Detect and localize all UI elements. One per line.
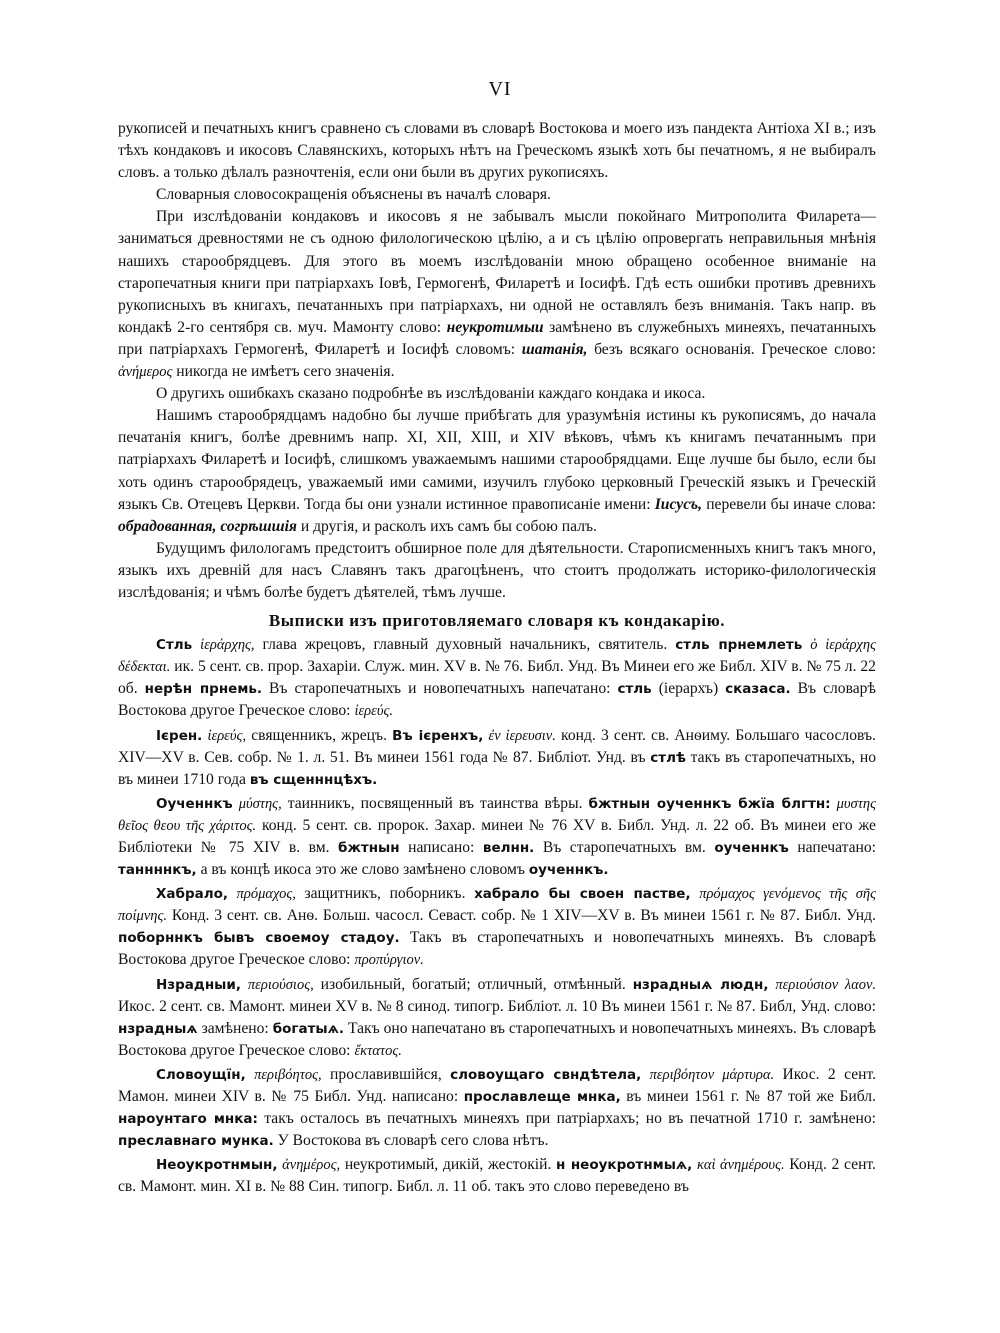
text: При изслѣдованіи кондаковъ и икосовъ я не забывалъ мысли покойнаго Митрополита Филарета—заниматься древностями не съ одною филологическою цѣлію, а и съ цѣлію опровергать неправильныя мнѣнія нашихъ старообрядцевъ. Для этого въ моемъ изслѣдованіи мною обращено особенное вниманіе на старопечатныя книги при патріархахъ Іовѣ, Гермогенѣ, Филаретѣ и Іосифѣ. Гдѣ есть ошибки противъ древнихъ рукописныхъ въ книгахъ, печатанныхъ при патріархахъ, ни одной не оставлялъ безъ вниманія. Такъ напр. въ кондакѣ 2-го сентября св. муч. Мамонту слово: xyxy=(118,208,876,336)
text: замѣнено: xyxy=(201,1019,269,1037)
text: таинникъ, посвященный въ таинства вѣры. xyxy=(287,794,583,812)
text: глава жрецовъ, главный духовный начальникъ, святитель. xyxy=(262,636,668,654)
greek-word: καὶ ἀνημέρους. xyxy=(696,1157,785,1174)
slavonic-quote: нзрадныѧ людн, xyxy=(632,976,769,993)
slavonic-quote: велнн. xyxy=(482,840,535,856)
slavonic-quote: стлѣ xyxy=(650,749,686,766)
text: безъ всякаго основанія. Греческое слово: xyxy=(594,340,876,358)
emphasized-word: согрѣшшія xyxy=(220,517,297,535)
paragraph-4: О другихъ ошибкахъ сказано подробнѣе въ изслѣдованіи каждаго кондака и икоса. xyxy=(156,385,706,403)
text: замѣнено въ служебныхъ минеяхъ, печатанныхъ при патріархахъ Гермогенѣ, Филаретѣ и Іосифѣ словомъ: xyxy=(118,318,876,358)
paragraph-2: Словарныя словосокращенія объяснены въ началѣ словаря. xyxy=(156,186,551,204)
dictionary-entry xyxy=(118,725,876,791)
slavonic-quote: прославлеще мнка, xyxy=(463,1089,621,1106)
slavonic-quote: богатыѧ. xyxy=(272,1020,344,1037)
text: въ минеи 1561 г. № 87 той же Библ. xyxy=(626,1088,876,1106)
greek-word: ἱερεύς. xyxy=(354,703,394,720)
page-body xyxy=(118,118,876,1199)
slavonic-quote: стль прнемлеть xyxy=(675,637,803,654)
text: изобильный, богатый; отличный, отмѣнный. xyxy=(320,975,626,993)
slavonic-quote: таннннкъ, xyxy=(118,862,197,879)
paragraph-1: рукописей и печатныхъ книгъ сравнено съ словами въ словарѣ Востокова и моего изъ пандекта Антіоха XI в.; изъ тѣхъ кондаковъ и икосовъ Славянскихъ, которыхъ нѣтъ на Греческомъ языкѣ хоть бы печатномъ, я не выбиралъ словъ. а только дѣлалъ разночтенія, если они были въ других рукописяхъ. xyxy=(118,120,876,182)
headword: Стль xyxy=(156,637,193,654)
text: никогда не имѣетъ сего значенія. xyxy=(176,363,395,381)
text: такъ осталось въ печатныхъ минеяхъ при патріархахъ; но въ печатной 1710 г. замѣнено: xyxy=(264,1110,877,1128)
greek-word: μύστης, xyxy=(238,795,282,812)
greek-word: ἔκτατος. xyxy=(354,1042,402,1059)
dictionary-entry xyxy=(118,1154,876,1198)
dictionary-entry xyxy=(118,974,876,1062)
text: а въ концѣ икоса это же слово замѣнено словомъ xyxy=(200,861,525,879)
text: Икос. 2 сент. Мамон. минеи XIV в. № 75 Библ. Унд. написано: xyxy=(118,1065,877,1106)
greek-word: περιούσιον λαον. xyxy=(775,976,877,993)
text: священникъ, жрецъ. xyxy=(251,726,387,744)
text: Конд. 2 сент. св. Мамонт. мин. XI в. № 88 Син. типогр. Библ. л. 11 об. такъ это слово переведено въ xyxy=(118,1156,876,1196)
text: У Востокова въ словарѣ сего слова нѣтъ. xyxy=(277,1132,549,1150)
headword: Неоукротнмын, xyxy=(156,1157,278,1174)
greek-word: ὁ ἱεράρχης δέδεκται. xyxy=(118,637,876,676)
greek-word: πρόμαχος γενόμενος τῆς σῆς ποίμνης. xyxy=(118,886,876,925)
greek-word: ἀνήμερος xyxy=(118,364,173,381)
text: такъ въ старопечатныхъ, но въ минеи 1710 года xyxy=(118,748,877,788)
headword: Словоущїн, xyxy=(156,1066,246,1083)
headword: Ієрен. xyxy=(156,727,203,744)
slavonic-quote: словоущаго свндѣтела, xyxy=(450,1066,642,1083)
slavonic-quote: оученнкъ xyxy=(714,840,789,856)
text: прославившійся, xyxy=(330,1065,442,1083)
paragraph-5 xyxy=(118,405,876,538)
text: Конд. 3 сент. св. Анѳ. Больш. часосл. Севаст. собр. № 1 XIV—XV в. Въ минеи 1561 г. № 87. Библ. Унд. xyxy=(171,907,876,925)
slavonic-quote: поборннкъ бывъ своемоу стадоу. xyxy=(118,930,400,947)
slavonic-quote: нароунтаго мнка: xyxy=(118,1111,258,1128)
emphasized-word: неукротимыи xyxy=(446,318,544,336)
dictionary-entry xyxy=(118,883,876,971)
slavonic-quote: Въ ієренхъ, xyxy=(392,727,484,744)
text: перевели бы иначе слова: xyxy=(706,495,876,513)
text: Нашимъ старообрядцамъ надобно бы лучше прибѣгать для уразумѣнія истины къ рукописямъ, до начала печатанія книгъ, болѣе древнимъ напр. XI, XII, XIII, и XIV вѣковъ, чѣмъ къ книгамъ печатаннымъ при патріархахъ Филаретѣ и Іосифѣ, слишкомъ уважаемымъ нашими старообрядцами. Еще лучше бы было, если бы хоть одинъ старообрядецъ, уважаемый ими самими, изучилъ глубоко церковный Греческій языкъ и Греческій языкъ Св. Отецевъ Церкви. Тогда бы они узнали истинное правописаніе имени: xyxy=(118,407,876,513)
text: Въ словарѣ Востокова другое Греческое слово: xyxy=(118,680,876,720)
text: (іерархъ) xyxy=(658,680,719,698)
greek-word: περιβόητον μάρτυρα. xyxy=(649,1066,775,1083)
slavonic-quote: оученнкъ. xyxy=(528,862,609,879)
page-number: VI xyxy=(488,78,512,100)
text: конд. 3 сент. св. Анѳиму. Большаго часословъ. XIV—XV в. Сев. собр. № 1. л. 51. Въ минеи 1561 года № 87. Библіот. Унд. въ xyxy=(118,726,876,766)
dictionary-entry xyxy=(118,1064,876,1152)
slavonic-quote: бжтнын xyxy=(338,840,400,856)
greek-word: ἱερεύς, xyxy=(207,727,247,744)
text: написано: xyxy=(408,839,475,856)
dictionary-entry xyxy=(118,634,876,722)
text: и другія, и расколъ ихъ самъ бы собою палъ. xyxy=(300,517,597,535)
greek-word: περιούσιος, xyxy=(247,976,314,993)
slavonic-quote: нерѣн прнемь. xyxy=(144,681,263,698)
text: защитникъ, поборникъ. xyxy=(304,885,466,903)
section-title: Выписки изъ приготовляемаго словаря къ кондакарію. xyxy=(268,611,726,631)
text: конд. 5 сент. св. пророк. Захар. минеи № 76 XV в. Библ. Унд. л. 22 об. Въ минеи его же Библіотеки № 75 XIV в. вм. xyxy=(118,816,876,856)
text: напечатано: xyxy=(797,839,877,856)
slavonic-quote: въ сщенннцѣхъ. xyxy=(249,771,378,788)
greek-word: ἐν ἱερευσιν. xyxy=(488,727,556,744)
greek-word: προπύργιον. xyxy=(354,952,424,969)
slavonic-quote: хабрало бы своен пастве, xyxy=(474,886,691,903)
headword: Оученнкъ xyxy=(156,795,233,812)
text: Такъ оно напечатано въ старопечатныхъ и новопечатныхъ минеяхъ. Въ словарѣ Востокова другое Греческое слово: xyxy=(118,1019,877,1059)
text: ик. 5 сент. св. прор. Захаріи. Служ. мин. XV в. № 76. Библ. Унд. Въ Минеи его же Библ. XIV в. № 75 л. 22 об. xyxy=(118,658,876,698)
slavonic-quote: преславнаго мунка. xyxy=(118,1133,274,1150)
paragraph-6: Будущимъ филологамъ предстоитъ обширное поле для дѣятельности. Старописменныхъ книгъ такъ много, языкъ ихъ древній для насъ Славянъ такъ драгоцѣненъ, что стоитъ продолжать историко-филологическія изслѣдованія; и чѣмъ болѣе будетъ дѣятелей, тѣмъ лучше. xyxy=(118,539,876,601)
emphasized-word: шатанія, xyxy=(521,340,588,358)
headword: Нзрадныи, xyxy=(156,976,241,993)
emphasized-word: Іисусъ, xyxy=(654,495,703,513)
slavonic-quote: бжтнын оученнкъ бжїа блгтн: xyxy=(588,795,831,812)
greek-word: μυστης θεῖος θεου τῆς χάριτος. xyxy=(118,795,876,834)
text: Икос. 2 сент. св. Мамонт. минеи XV в. № 8 синод. типогр. Библіот. л. 10 Въ минеи 1561 г. № 87. Библ, Унд. слово: xyxy=(118,997,876,1015)
greek-word: ἱεράρχης, xyxy=(200,637,255,654)
headword: Хабрало, xyxy=(156,886,229,903)
emphasized-word: обрадованная, xyxy=(118,517,217,535)
paragraph-3 xyxy=(118,206,876,383)
slavonic-quote: стль xyxy=(617,681,652,698)
dictionary-entry xyxy=(118,793,876,881)
text: Въ старопечатныхъ и новопечатныхъ напечатано: xyxy=(269,680,611,698)
text: Такъ въ старопечатныхъ и новопечатныхъ минеяхъ. Въ словарѣ Востокова другое Греческое слово: xyxy=(118,929,876,969)
greek-word: περιβόητος, xyxy=(254,1066,322,1083)
greek-word: ἀνημέρος, xyxy=(282,1157,341,1174)
text: Въ старопечатныхъ вм. xyxy=(542,839,706,856)
greek-word: πρόμαχος, xyxy=(236,886,296,903)
text: неукротимый, дикій, жестокій. xyxy=(344,1156,552,1174)
slavonic-quote: н неоукротнмыѧ, xyxy=(556,1157,693,1174)
slavonic-quote: нзрадныѧ xyxy=(118,1020,198,1037)
slavonic-quote: сказаса. xyxy=(725,681,791,698)
